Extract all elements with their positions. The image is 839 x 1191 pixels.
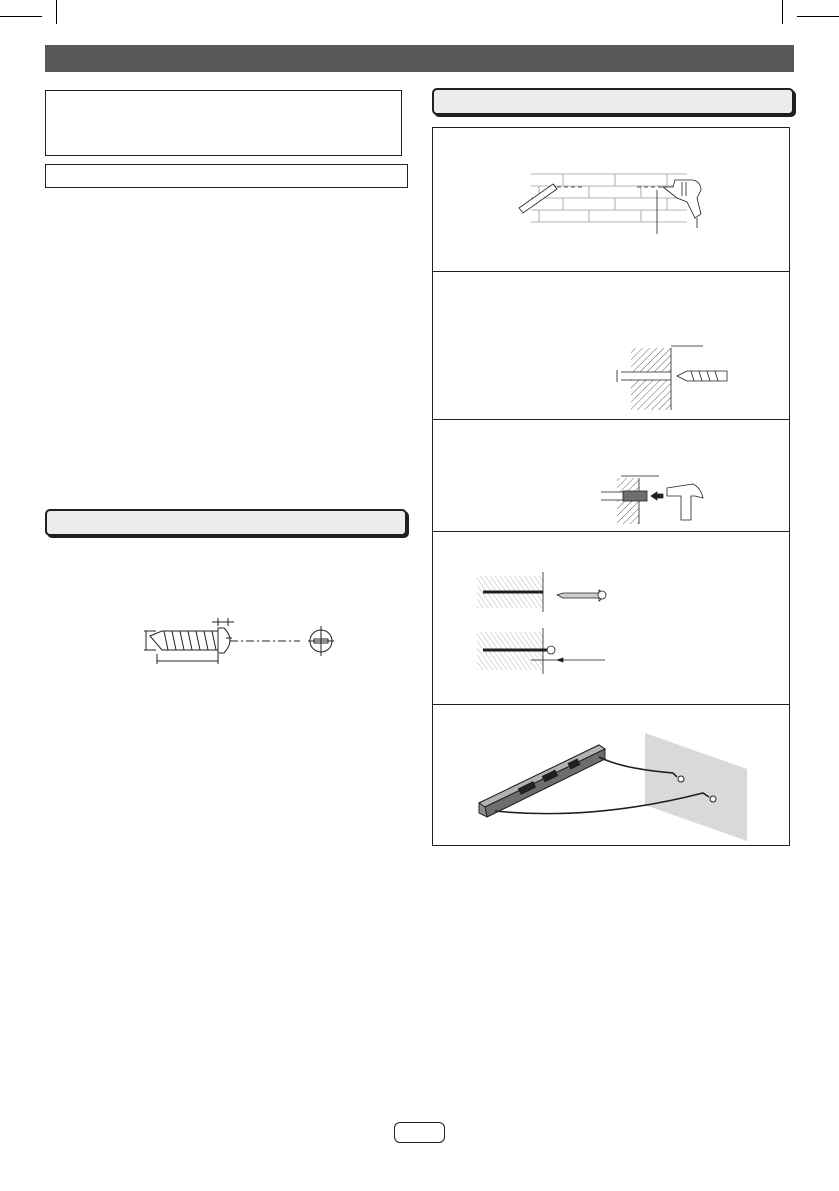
drill-holes-illustration <box>517 168 717 238</box>
screw-insert-illustration <box>471 570 621 680</box>
crop-mark-top-right-h <box>797 16 839 17</box>
step-2-box <box>432 271 790 420</box>
screw-dimension-diagram <box>140 614 350 668</box>
screws-section-heading <box>45 509 407 536</box>
step-4-box <box>432 531 790 705</box>
sub-heading-box <box>45 164 408 188</box>
step-5-box <box>432 704 790 846</box>
hammer-plug-illustration <box>597 472 717 526</box>
drill-depth-illustration <box>613 342 733 412</box>
crop-mark-top-left-v <box>56 0 57 24</box>
notice-box <box>45 90 402 156</box>
step-1-box <box>432 127 790 272</box>
hang-soundbar-illustration <box>473 723 763 843</box>
mounting-section-heading <box>432 88 794 115</box>
section-header-bar <box>45 45 794 72</box>
crop-mark-top-right-v <box>782 0 783 24</box>
step-3-box <box>432 419 790 532</box>
crop-mark-top-left-h <box>0 16 42 17</box>
page-number-box <box>394 1122 445 1143</box>
